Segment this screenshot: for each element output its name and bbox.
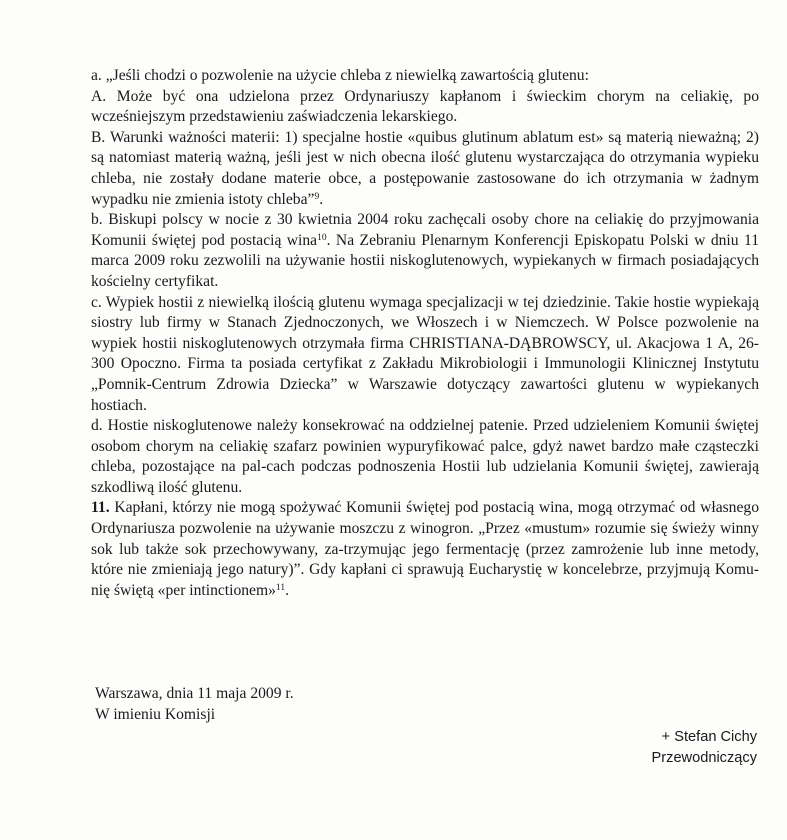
paragraph-text-tail: . Na Zebraniu Plenarnym Konferencji Episkopatu Polski w dniu 11 marca 2009 roku zezwolili na używanie hostii niskoglutenowych, wypiekanych w firmach posiadających kościelny certyfikat. xyxy=(91,231,759,290)
paragraph-text: a. „Jeśli chodzi o pozwolenie na użycie chleba z niewielką zawartością glutenu: xyxy=(91,67,589,84)
paragraph-a-intro xyxy=(91,66,759,87)
paragraph-text: Kapłani, którzy nie mogą spożywać Komunii świętej pod postacią wina, mogą otrzymać od własnego Ordynariusza pozwolenie na używanie moszczu z winogron. „Przez «mustum» rozumie się świeży winny sok lub także sok przechowywany, za-trzymując jego fermentację (przez zamrożenie lub inne metody, które nie zmieniają jego natury)”. Gdy kapłani ci sprawują Eucharystię w koncelebrze, przyjmują Komu-nię świętą «per intinctionem» xyxy=(91,499,759,599)
signatory-role: Przewodniczący xyxy=(651,750,757,766)
signatory-name: + Stefan Cichy xyxy=(661,729,757,745)
footnote-marker: 9 xyxy=(314,191,320,202)
paragraph-b xyxy=(91,210,759,292)
paragraph-A xyxy=(91,87,759,128)
footnote-marker: 11 xyxy=(275,582,286,593)
on-behalf-line: W imieniu Komisji xyxy=(95,706,216,723)
document-body xyxy=(91,66,759,601)
place-date: Warszawa, dnia 11 maja 2009 r. xyxy=(95,685,294,702)
paragraph-text: b. Biskupi polscy w nocie z 30 kwietnia 2004 roku zachęcali osoby chore na celiakię do przyjmowania Komunii świętej pod postacią wina xyxy=(91,211,759,249)
paragraph-text-tail: . xyxy=(285,581,289,599)
paragraph-11 xyxy=(91,498,759,601)
paragraph-c xyxy=(91,293,759,417)
paragraph-text: B. Warunki ważności materii: 1) specjalne hostie «quibus glutinum ablatum est» są materią nieważną; 2) są natomiast materią ważną, jeśli jest w nich obecna ilość glutenu wystarczająca do otrzymania wypieku chleba, nie zostały dodane materie obce, a postępowanie zastosowane do ich otrzymania w żadnym wypadku nie zmienia istoty chleba” xyxy=(91,128,759,208)
paragraph-text: A. Może być ona udzielona przez Ordynariuszy kapłanom i świeckim chorym na celiakię, po wcześniejszym przedstawieniu zaświadczenia lekarskiego. xyxy=(91,87,759,126)
paragraph-d xyxy=(91,416,759,498)
closing-block xyxy=(95,683,294,725)
paragraph-text: c. Wypiek hostii z niewielką ilością glutenu wymaga specjalizacji w tej dziedzinie. Takie hostie wypiekają siostry lub firmy w Stanach Zjednoczonych, we Włoszech i w Niemczech. W Polsce pozwolenie na wypiek hostii niskoglutenowych otrzymała firma CHRISTIANA-DĄBROWSCY, ul. Akacjowa 1 A, 26-300 Opoczno. Firma ta posiada certyfikat z Zakładu Mikrobiologii i Immunologii Klinicznej Instytutu „Pomnik-Centrum Zdrowia Dziecka” w Warszawie dotyczący zawartości glutenu w wypiekanych hostiach. xyxy=(91,293,759,414)
footnote-marker: 10 xyxy=(317,232,327,243)
paragraph-text-tail: . xyxy=(319,190,324,208)
paragraph-text: d. Hostie niskoglutenowe należy konsekrować na oddzielnej patenie. Przed udzieleniem Komunii świętej osobom chorym na celiakię szafarz powinien wypuryfikować palce, gdyż nawet bardzo małe cząsteczki chleba, pozostające na pal-cach podczas podnoszenia Hostii lub udzielania Komunii świętej, zawierają szkodliwą ilość glutenu. xyxy=(91,417,759,496)
paragraph-B xyxy=(91,128,759,210)
paragraph-number: 11. xyxy=(91,499,110,517)
signature-block xyxy=(652,727,757,769)
